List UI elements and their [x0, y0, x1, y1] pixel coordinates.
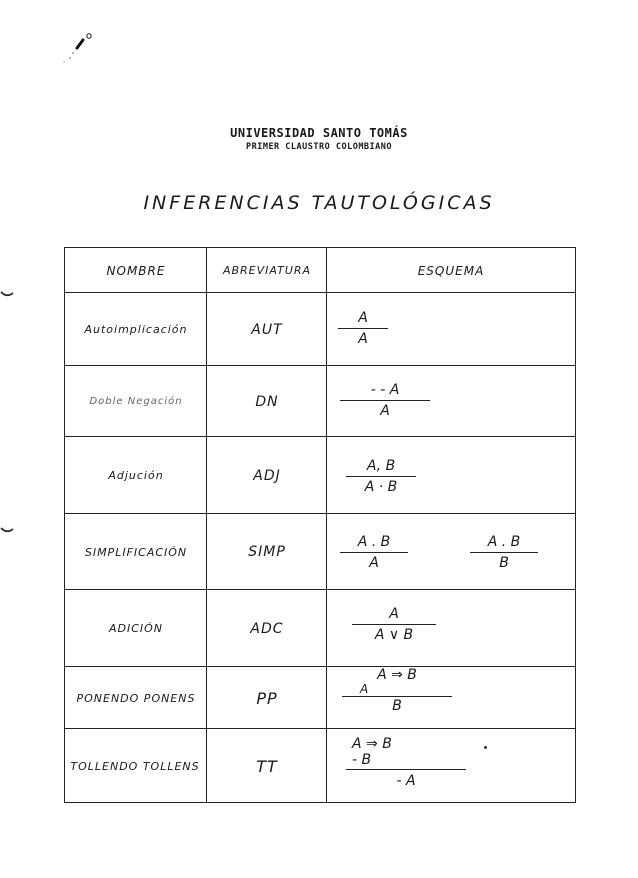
scheme-conclusion: A ∨ B	[374, 627, 414, 643]
scheme-simplification-left	[340, 533, 408, 572]
row-abbr-simp: SIMP	[248, 544, 286, 560]
scheme-premise: A . B	[487, 534, 521, 550]
binder-hole-mark-top	[0, 290, 14, 300]
row-divider	[64, 292, 576, 293]
scheme-premise: A ⇒ B	[377, 667, 417, 683]
scheme-conclusion: A · B	[364, 479, 398, 495]
row-name-autoimplication: Autoimplicación	[84, 323, 188, 336]
row-divider	[64, 666, 576, 667]
scheme-adjunction	[346, 457, 416, 496]
scheme-premise: A, B	[366, 458, 396, 474]
row-name-simplification: SIMPLIFICACIÓN	[84, 545, 188, 559]
row-name-ponendo-ponens: PONENDO PONENS	[76, 691, 196, 705]
row-abbr-adj: ADJ	[253, 467, 281, 484]
column-header-abbr: ABREVIATURA	[222, 264, 312, 277]
document-title: INFERENCIAS TAUTOLÓGICAS	[143, 192, 495, 214]
row-name-double-negation: Doble Negación	[89, 396, 183, 407]
row-divider	[64, 436, 576, 437]
stray-dot-mark	[484, 746, 487, 749]
row-abbr-aut: AUT	[251, 321, 283, 338]
pen-scribble-mark	[55, 28, 100, 73]
scheme-conclusion: - A	[396, 773, 416, 789]
scheme-conclusion: A	[380, 403, 390, 419]
row-abbr-dn: DN	[255, 393, 279, 410]
scheme-conclusion: A	[369, 555, 379, 571]
scheme-conclusion: B	[392, 698, 402, 714]
scheme-conclusion: A	[358, 331, 368, 347]
column-divider-1	[206, 247, 207, 803]
scheme-tollendo-tollens	[346, 736, 466, 791]
cloister-subtitle: PRIMER CLAUSTRO COLOMBIANO	[245, 142, 393, 152]
row-divider	[64, 728, 576, 729]
row-name-adjunction: Adjución	[108, 469, 164, 482]
scheme-double-negation	[340, 381, 430, 420]
binder-hole-mark-bottom	[0, 526, 14, 536]
scheme-conclusion: B	[499, 555, 509, 571]
scheme-premise: A . B	[357, 534, 391, 550]
row-name-addition: ADICIÓN	[108, 622, 164, 635]
scheme-autoimplication	[338, 309, 388, 348]
row-abbr-adc: ADC	[250, 620, 284, 637]
column-header-scheme: ESQUEMA	[417, 263, 485, 278]
row-name-tollendo-tollens: TOLLENDO TOLLENS	[70, 759, 200, 773]
scheme-premise-2: A	[360, 682, 369, 696]
row-abbr-pp: PP	[256, 688, 278, 708]
scheme-addition	[352, 605, 436, 644]
scheme-premise: - - A	[370, 382, 400, 398]
row-abbr-tt: TT	[256, 756, 278, 776]
scheme-premise: A ⇒ B	[352, 736, 392, 752]
column-header-name: NOMBRE	[106, 263, 166, 278]
row-divider	[64, 365, 576, 366]
scheme-simplification-right	[470, 533, 538, 572]
university-name: UNIVERSIDAD SANTO TOMÁS	[230, 126, 408, 140]
row-divider	[64, 589, 576, 590]
row-divider	[64, 513, 576, 514]
scheme-premise-2: - B	[352, 752, 372, 768]
scheme-premise: A	[358, 310, 368, 326]
scheme-ponendo-ponens	[342, 668, 452, 714]
column-divider-2	[326, 247, 327, 803]
scheme-premise: A	[389, 606, 399, 622]
